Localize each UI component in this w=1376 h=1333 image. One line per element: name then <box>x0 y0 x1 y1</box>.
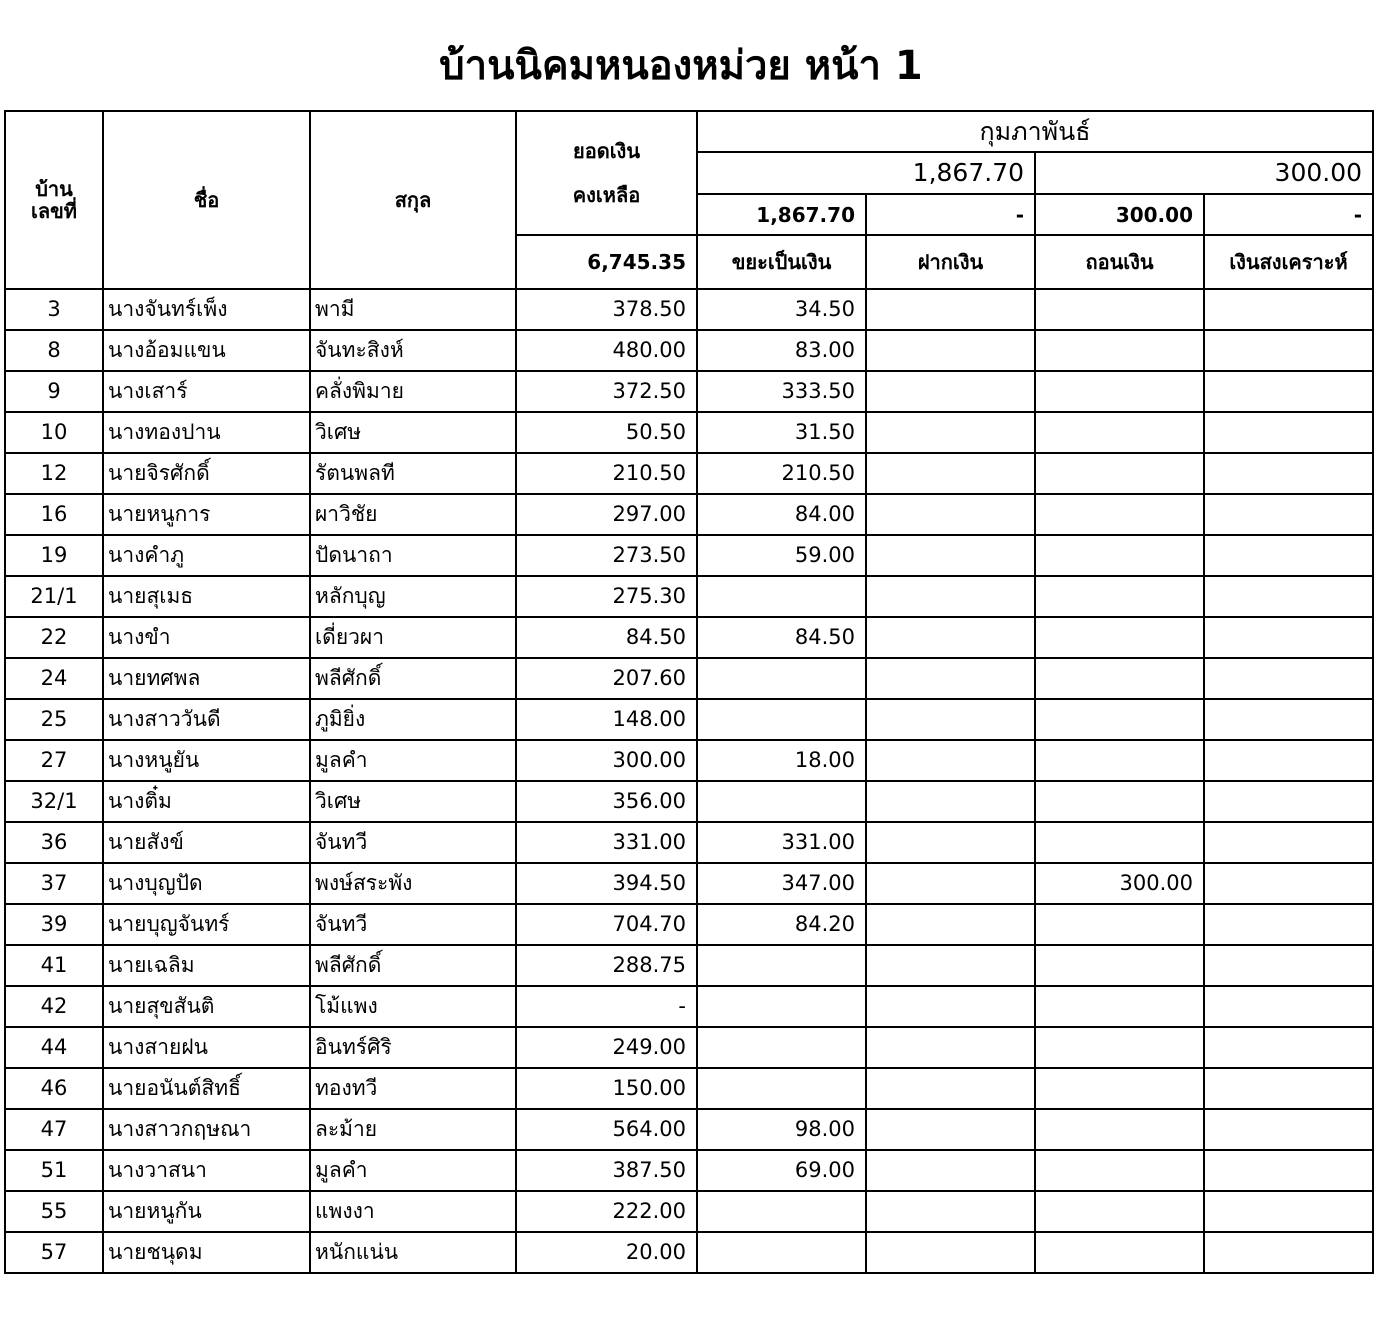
cell-surname: ปัดนาถา <box>310 535 516 576</box>
cell-balance: 300.00 <box>516 740 697 781</box>
cell-waste: 69.00 <box>697 1150 866 1191</box>
cell-deposit <box>866 658 1035 699</box>
cell-name: นางอ้อมแขน <box>103 330 310 371</box>
cell-welfare <box>1204 576 1373 617</box>
table-row <box>5 822 1373 863</box>
cell-welfare <box>1204 617 1373 658</box>
cell-surname: เดี่ยวผา <box>310 617 516 658</box>
cell-balance: 50.50 <box>516 412 697 453</box>
cell-surname: จันทวี <box>310 904 516 945</box>
table-row <box>5 945 1373 986</box>
cell-welfare <box>1204 658 1373 699</box>
table-row <box>5 740 1373 781</box>
cell-welfare <box>1204 1232 1373 1273</box>
cell-name: นายหนูกัน <box>103 1191 310 1232</box>
cell-waste: 83.00 <box>697 330 866 371</box>
cell-house-no: 41 <box>5 945 103 986</box>
cell-waste <box>697 781 866 822</box>
cell-waste <box>697 1068 866 1109</box>
header-col-withdraw: ถอนเงิน <box>1035 235 1204 289</box>
cell-waste <box>697 945 866 986</box>
cell-balance: 20.00 <box>516 1232 697 1273</box>
cell-deposit <box>866 289 1035 330</box>
cell-balance: 372.50 <box>516 371 697 412</box>
cell-surname: พลีศักดิ์ <box>310 945 516 986</box>
cell-withdraw <box>1035 699 1204 740</box>
cell-balance: 275.30 <box>516 576 697 617</box>
cell-deposit <box>866 494 1035 535</box>
cell-house-no: 3 <box>5 289 103 330</box>
cell-withdraw <box>1035 1150 1204 1191</box>
cell-house-no: 46 <box>5 1068 103 1109</box>
cell-house-no: 10 <box>5 412 103 453</box>
table-row <box>5 986 1373 1027</box>
cell-name: นายหนูการ <box>103 494 310 535</box>
cell-welfare <box>1204 904 1373 945</box>
cell-name: นางสายฝน <box>103 1027 310 1068</box>
table-row <box>5 576 1373 617</box>
cell-surname: ละม้าย <box>310 1109 516 1150</box>
cell-balance: 378.50 <box>516 289 697 330</box>
cell-waste: 347.00 <box>697 863 866 904</box>
cell-balance: 273.50 <box>516 535 697 576</box>
cell-surname: หลักบุญ <box>310 576 516 617</box>
table-row <box>5 658 1373 699</box>
cell-surname: แพงงา <box>310 1191 516 1232</box>
header-col-welfare: เงินสงเคราะห์ <box>1204 235 1373 289</box>
cell-waste: 31.50 <box>697 412 866 453</box>
cell-withdraw <box>1035 1191 1204 1232</box>
cell-deposit <box>866 986 1035 1027</box>
cell-welfare <box>1204 1191 1373 1232</box>
cell-withdraw <box>1035 371 1204 412</box>
cell-deposit <box>866 1150 1035 1191</box>
header-balance-total: 6,745.35 <box>516 235 697 289</box>
cell-withdraw <box>1035 781 1204 822</box>
cell-house-no: 55 <box>5 1191 103 1232</box>
ledger-table <box>4 110 1374 1274</box>
page-title: บ้านนิคมหนองหม่วย หน้า 1 <box>439 43 923 89</box>
cell-waste <box>697 699 866 740</box>
cell-waste: 333.50 <box>697 371 866 412</box>
cell-name: นางบุญปัด <box>103 863 310 904</box>
cell-withdraw <box>1035 945 1204 986</box>
cell-surname: จันทวี <box>310 822 516 863</box>
cell-deposit <box>866 699 1035 740</box>
cell-balance: 288.75 <box>516 945 697 986</box>
cell-deposit <box>866 1232 1035 1273</box>
cell-balance: 207.60 <box>516 658 697 699</box>
cell-withdraw <box>1035 740 1204 781</box>
header-house-no-line2: เลขที่ <box>31 199 77 223</box>
cell-withdraw <box>1035 904 1204 945</box>
table-row <box>5 1150 1373 1191</box>
cell-name: นายทศพล <box>103 658 310 699</box>
cell-balance: 249.00 <box>516 1027 697 1068</box>
cell-house-no: 12 <box>5 453 103 494</box>
cell-withdraw <box>1035 330 1204 371</box>
table-row <box>5 1191 1373 1232</box>
cell-name: นางจันทร์เพ็ง <box>103 289 310 330</box>
cell-balance: - <box>516 986 697 1027</box>
cell-surname: มูลคำ <box>310 740 516 781</box>
cell-surname: โม้แพง <box>310 986 516 1027</box>
cell-welfare <box>1204 945 1373 986</box>
cell-balance: 480.00 <box>516 330 697 371</box>
header-balance-line2: คงเหลือ <box>572 183 641 207</box>
cell-withdraw <box>1035 1068 1204 1109</box>
cell-house-no: 24 <box>5 658 103 699</box>
cell-waste <box>697 1232 866 1273</box>
cell-name: นายจิรศักดิ์ <box>103 453 310 494</box>
cell-withdraw <box>1035 617 1204 658</box>
table-row <box>5 494 1373 535</box>
cell-waste: 98.00 <box>697 1109 866 1150</box>
cell-surname: คลั่งพิมาย <box>310 371 516 412</box>
cell-name: นางคำภู <box>103 535 310 576</box>
header-waste-total: 1,867.70 <box>697 194 866 235</box>
cell-welfare <box>1204 453 1373 494</box>
cell-welfare <box>1204 1150 1373 1191</box>
table-row <box>5 1232 1373 1273</box>
cell-welfare <box>1204 1109 1373 1150</box>
cell-deposit <box>866 1109 1035 1150</box>
cell-surname: พงษ์สระพัง <box>310 863 516 904</box>
cell-welfare <box>1204 1027 1373 1068</box>
cell-waste: 210.50 <box>697 453 866 494</box>
header-name: ชื่อ <box>103 111 310 289</box>
cell-house-no: 57 <box>5 1232 103 1273</box>
cell-house-no: 27 <box>5 740 103 781</box>
header-balance-line1: ยอดเงิน <box>573 139 640 163</box>
cell-withdraw <box>1035 1232 1204 1273</box>
cell-surname: พามี <box>310 289 516 330</box>
cell-welfare <box>1204 371 1373 412</box>
cell-balance: 704.70 <box>516 904 697 945</box>
cell-deposit <box>866 412 1035 453</box>
cell-surname: มูลคำ <box>310 1150 516 1191</box>
cell-balance: 222.00 <box>516 1191 697 1232</box>
header-house-no-line1: บ้าน <box>35 177 73 201</box>
cell-name: นางสาวกฤษณา <box>103 1109 310 1150</box>
table-row <box>5 535 1373 576</box>
cell-surname: วิเศษ <box>310 412 516 453</box>
cell-name: นางทองปาน <box>103 412 310 453</box>
cell-name: นายชนุดม <box>103 1232 310 1273</box>
cell-balance: 84.50 <box>516 617 697 658</box>
cell-welfare <box>1204 986 1373 1027</box>
cell-welfare <box>1204 494 1373 535</box>
cell-house-no: 19 <box>5 535 103 576</box>
cell-deposit <box>866 576 1035 617</box>
cell-balance: 356.00 <box>516 781 697 822</box>
cell-welfare <box>1204 289 1373 330</box>
table-row <box>5 1068 1373 1109</box>
cell-name: นางสาววันดี <box>103 699 310 740</box>
cell-house-no: 21/1 <box>5 576 103 617</box>
cell-surname: พลีศักดิ์ <box>310 658 516 699</box>
cell-house-no: 22 <box>5 617 103 658</box>
cell-waste <box>697 576 866 617</box>
cell-balance: 394.50 <box>516 863 697 904</box>
header-month: กุมภาพันธ์ <box>697 111 1373 152</box>
cell-welfare <box>1204 781 1373 822</box>
cell-house-no: 37 <box>5 863 103 904</box>
cell-withdraw <box>1035 1109 1204 1150</box>
header-col-deposit: ฝากเงิน <box>866 235 1035 289</box>
table-row <box>5 699 1373 740</box>
cell-withdraw <box>1035 1027 1204 1068</box>
cell-house-no: 8 <box>5 330 103 371</box>
cell-welfare <box>1204 699 1373 740</box>
cell-withdraw <box>1035 986 1204 1027</box>
cell-withdraw <box>1035 289 1204 330</box>
header-income-total: 1,867.70 <box>697 152 1035 194</box>
table-row <box>5 289 1373 330</box>
table-row <box>5 904 1373 945</box>
cell-deposit <box>866 822 1035 863</box>
cell-deposit <box>866 535 1035 576</box>
cell-deposit <box>866 863 1035 904</box>
cell-welfare <box>1204 1068 1373 1109</box>
cell-welfare <box>1204 412 1373 453</box>
table-row <box>5 1109 1373 1150</box>
cell-surname: จันทะสิงห์ <box>310 330 516 371</box>
table-row <box>5 617 1373 658</box>
cell-waste: 59.00 <box>697 535 866 576</box>
cell-deposit <box>866 1191 1035 1232</box>
cell-balance: 331.00 <box>516 822 697 863</box>
cell-name: นายสังข์ <box>103 822 310 863</box>
cell-withdraw <box>1035 453 1204 494</box>
header-surname: สกุล <box>310 111 516 289</box>
cell-house-no: 25 <box>5 699 103 740</box>
cell-balance: 387.50 <box>516 1150 697 1191</box>
cell-deposit <box>866 330 1035 371</box>
cell-name: นางหนูยัน <box>103 740 310 781</box>
cell-waste: 18.00 <box>697 740 866 781</box>
cell-welfare <box>1204 863 1373 904</box>
cell-house-no: 36 <box>5 822 103 863</box>
cell-deposit <box>866 945 1035 986</box>
cell-name: นายสุขสันติ <box>103 986 310 1027</box>
cell-surname: รัตนพลที <box>310 453 516 494</box>
cell-waste <box>697 986 866 1027</box>
cell-waste: 84.00 <box>697 494 866 535</box>
cell-house-no: 42 <box>5 986 103 1027</box>
cell-welfare <box>1204 330 1373 371</box>
cell-deposit <box>866 453 1035 494</box>
cell-house-no: 9 <box>5 371 103 412</box>
cell-deposit <box>866 781 1035 822</box>
cell-name: นางวาสนา <box>103 1150 310 1191</box>
header-balance <box>516 111 697 235</box>
cell-house-no: 39 <box>5 904 103 945</box>
table-row <box>5 412 1373 453</box>
cell-surname: ภูมิยิ่ง <box>310 699 516 740</box>
cell-surname: ผาวิชัย <box>310 494 516 535</box>
cell-name: นางขำ <box>103 617 310 658</box>
cell-withdraw: 300.00 <box>1035 863 1204 904</box>
cell-waste: 84.20 <box>697 904 866 945</box>
cell-house-no: 32/1 <box>5 781 103 822</box>
cell-deposit <box>866 1027 1035 1068</box>
table-row <box>5 371 1373 412</box>
cell-surname: หนักแน่น <box>310 1232 516 1273</box>
table-row <box>5 781 1373 822</box>
cell-waste: 331.00 <box>697 822 866 863</box>
cell-name: นายสุเมธ <box>103 576 310 617</box>
header-house-no <box>5 111 103 289</box>
cell-deposit <box>866 617 1035 658</box>
cell-deposit <box>866 740 1035 781</box>
cell-withdraw <box>1035 535 1204 576</box>
cell-name: นางเสาร์ <box>103 371 310 412</box>
cell-house-no: 44 <box>5 1027 103 1068</box>
header-withdraw-total: 300.00 <box>1035 194 1204 235</box>
cell-withdraw <box>1035 412 1204 453</box>
cell-withdraw <box>1035 494 1204 535</box>
header-col-waste: ขยะเป็นเงิน <box>697 235 866 289</box>
cell-waste <box>697 1027 866 1068</box>
cell-balance: 148.00 <box>516 699 697 740</box>
cell-welfare <box>1204 535 1373 576</box>
cell-balance: 150.00 <box>516 1068 697 1109</box>
cell-surname: อินทร์ศิริ <box>310 1027 516 1068</box>
cell-balance: 210.50 <box>516 453 697 494</box>
cell-name: นายอนันต์สิทธิ์ <box>103 1068 310 1109</box>
cell-house-no: 16 <box>5 494 103 535</box>
cell-name: นางติ๋ม <box>103 781 310 822</box>
header-outgo-total: 300.00 <box>1035 152 1373 194</box>
cell-surname: วิเศษ <box>310 781 516 822</box>
cell-waste: 84.50 <box>697 617 866 658</box>
cell-welfare <box>1204 822 1373 863</box>
cell-waste <box>697 1191 866 1232</box>
cell-balance: 297.00 <box>516 494 697 535</box>
cell-name: นายเฉลิม <box>103 945 310 986</box>
header-welfare-total: - <box>1204 194 1373 235</box>
cell-name: นายบุญจันทร์ <box>103 904 310 945</box>
cell-waste <box>697 658 866 699</box>
cell-deposit <box>866 371 1035 412</box>
table-row <box>5 453 1373 494</box>
cell-withdraw <box>1035 822 1204 863</box>
table-row <box>5 330 1373 371</box>
cell-house-no: 51 <box>5 1150 103 1191</box>
header-deposit-total: - <box>866 194 1035 235</box>
cell-surname: ทองทวี <box>310 1068 516 1109</box>
cell-withdraw <box>1035 658 1204 699</box>
cell-welfare <box>1204 740 1373 781</box>
cell-waste: 34.50 <box>697 289 866 330</box>
cell-deposit <box>866 904 1035 945</box>
table-row <box>5 863 1373 904</box>
cell-withdraw <box>1035 576 1204 617</box>
cell-house-no: 47 <box>5 1109 103 1150</box>
cell-balance: 564.00 <box>516 1109 697 1150</box>
table-row <box>5 1027 1373 1068</box>
cell-deposit <box>866 1068 1035 1109</box>
